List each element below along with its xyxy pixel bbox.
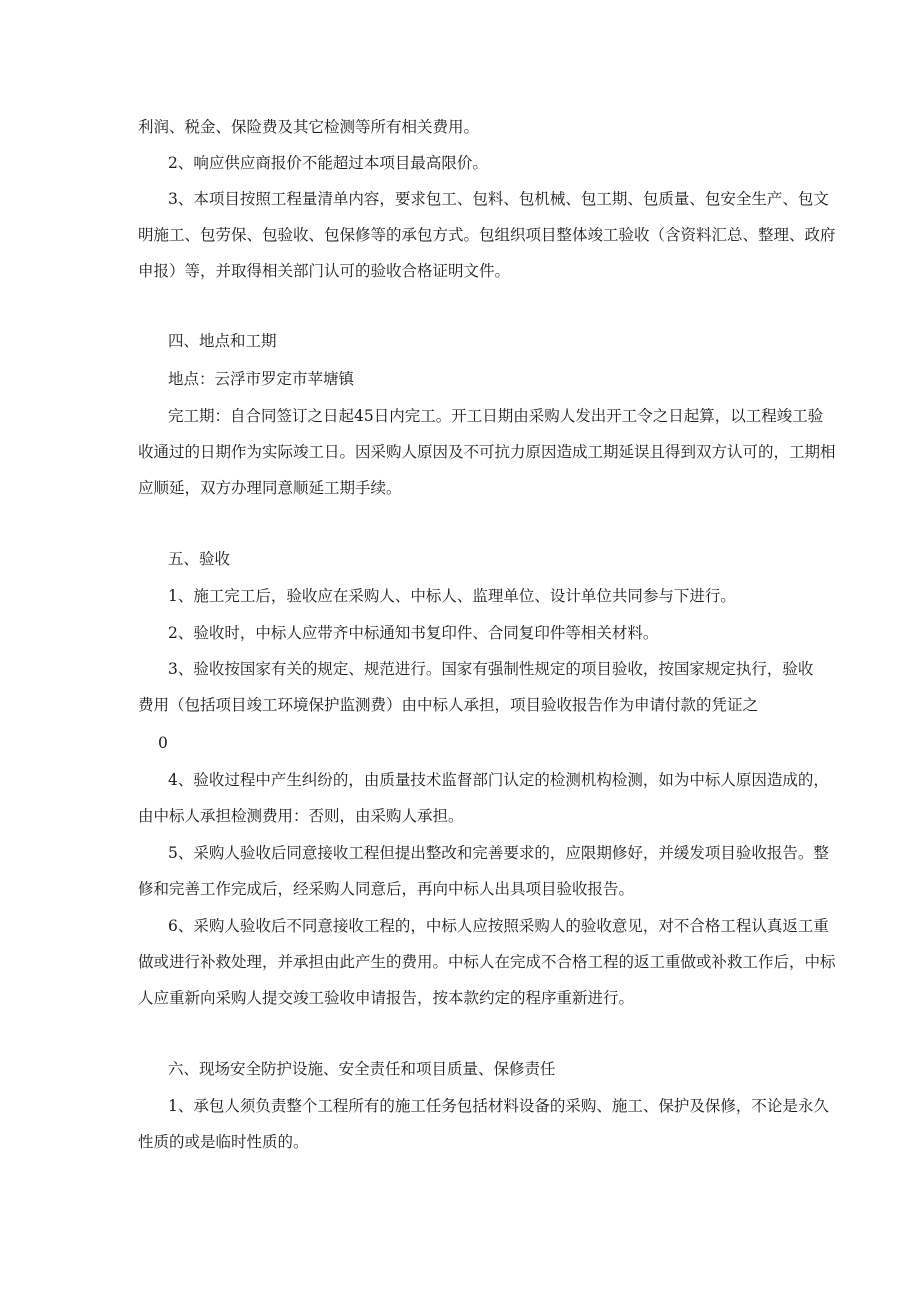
paragraph-line: 明施工、包劳保、包验收、包保修等的承包方式。包组织项目整体竣工验收（含资料汇总、整理、政府 — [138, 226, 836, 244]
paragraph-line: 地点：云浮市罗定市苹塘镇 — [168, 370, 355, 388]
paragraph-line: 人应重新向采购人提交竣工验收申请报告，按本款约定的程序重新进行。 — [138, 989, 635, 1007]
paragraph-line: 2、响应供应商报价不能超过本项目最高限价。 — [168, 154, 488, 172]
paragraph-line: 利润、税金、保险费及其它检测等所有相关费用。 — [138, 118, 480, 136]
paragraph-line: 性质的或是临时性质的。 — [138, 1133, 309, 1151]
paragraph-line: 1、承包人须负责整个工程所有的施工任务包括材料设备的采购、施工、保护及保修，不论是永久 — [168, 1097, 829, 1115]
paragraph-line: 由中标人承担检测费用：否则，由采购人承担。 — [138, 807, 464, 825]
paragraph-line: 2、验收时，中标人应带齐中标通知书复印件、合同复印件等相关材料。 — [168, 624, 659, 642]
paragraph-line: 应顺延，双方办理同意顺延工期手续。 — [138, 479, 402, 497]
paragraph-line: 申报）等，并取得相关部门认可的验收合格证明文件。 — [138, 262, 511, 280]
paragraph-line: 完工期：自合同签订之日起45日内完工。开工日期由采购人发出开工令之日起算，以工程竣工验 — [168, 407, 824, 425]
paragraph-line: 6、采购人验收后不同意接收工程的，中标人应按照采购人的验收意见，对不合格工程认真返工重 — [168, 917, 829, 935]
paragraph-line: 5、采购人验收后同意接收工程但提出整改和完善要求的，应限期修好，并缓发项目验收报告。整 — [168, 844, 829, 862]
paragraph-line: 收通过的日期作为实际竣工日。因采购人原因及不可抗力原因造成工期延误且得到双方认可的，工期相 — [138, 443, 836, 461]
section-heading: 四、地点和工期 — [168, 332, 277, 350]
paragraph-line: 费用（包括项目竣工环境保护监测费）由中标人承担，项目验收报告作为申请付款的凭证之 — [138, 696, 759, 714]
paragraph-line: 3、本项目按照工程量清单内容，要求包工、包料、包机械、包工期、包质量、包安全生产、包文 — [168, 190, 829, 208]
paragraph-line: 做或进行补救处理，并承担由此产生的费用。中标人在完成不合格工程的返工重做或补救工作后，中标 — [138, 953, 836, 971]
section-heading: 六、现场安全防护设施、安全责任和项目质量、保修责任 — [168, 1060, 556, 1078]
paragraph-line: 0 — [158, 734, 168, 752]
paragraph-line: 1、施工完工后，验收应在采购人、中标人、监理单位、设计单位共同参与下进行。 — [168, 587, 736, 605]
paragraph-line: 修和完善工作完成后，经采购人同意后，再向中标人出具项目验收报告。 — [138, 880, 635, 898]
paragraph-line: 4、验收过程中产生纠纷的，由质量技术监督部门认定的检测机构检测，如为中标人原因造成的， — [168, 771, 829, 789]
section-heading: 五、验收 — [168, 550, 231, 568]
paragraph-line: 3、验收按国家有关的规定、规范进行。国家有强制性规定的项目验收，按国家规定执行，验收 — [168, 660, 814, 678]
